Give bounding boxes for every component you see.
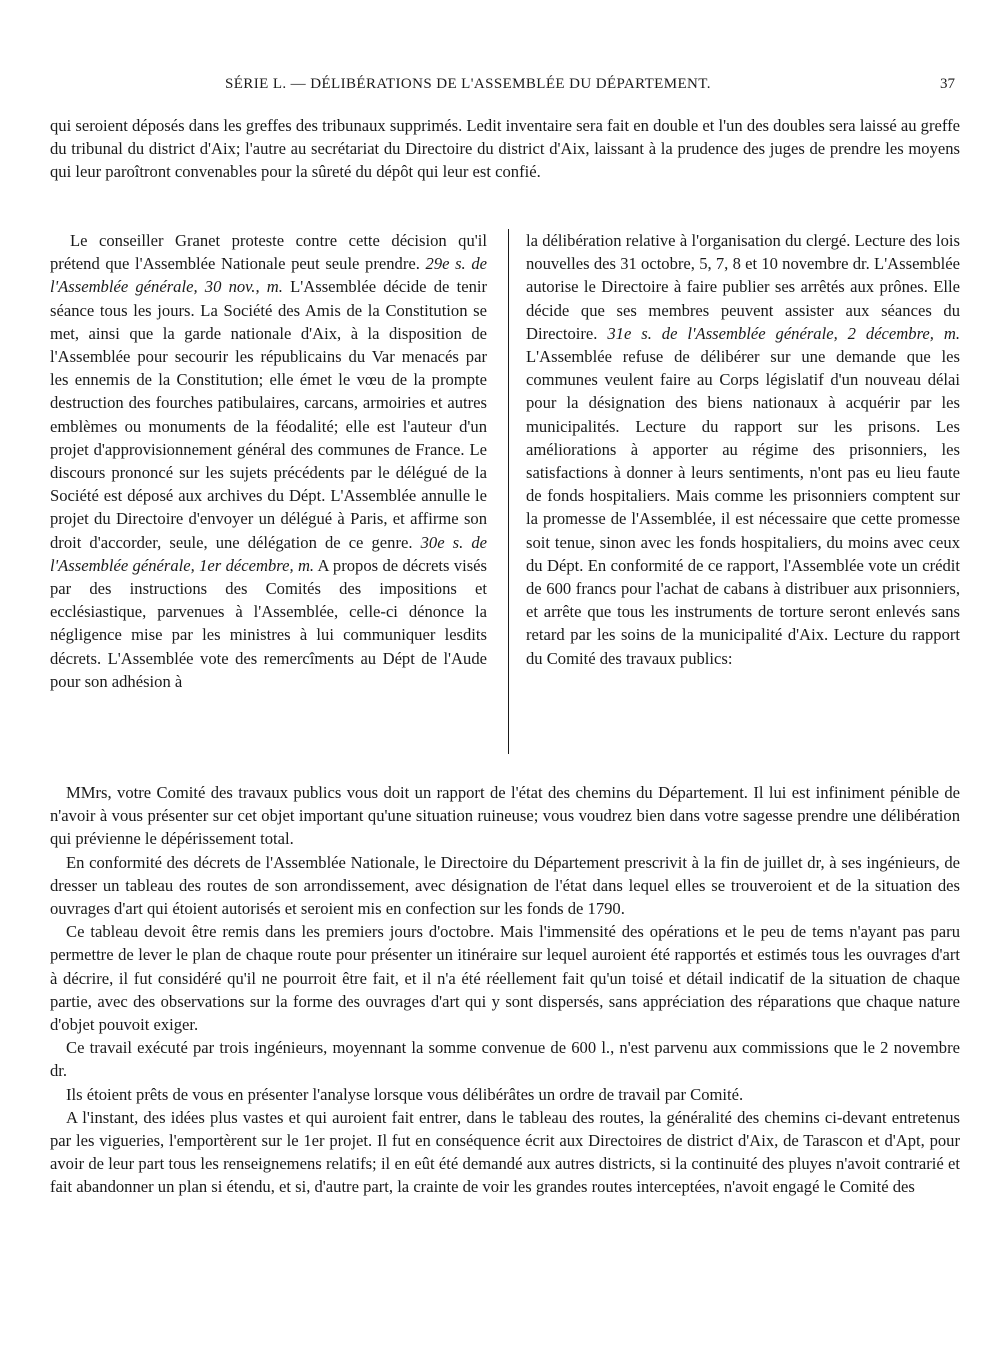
session-reference: 29e s. de l'Assemblée générale, 30 nov., m. (50, 254, 487, 297)
paragraph-text: A propos de décrets visés par des instructions des Comités des impositions et ecclésiastique, parvenues à l'Assemblée, celle-ci dénonce la négligence mise par les ministres à lui communiquer lesdits décrets. L'Assemblée vote des remercîments au Dépt de l'Aude pour son adhésion à (50, 555, 487, 691)
report-paragraph: A l'instant, des idées plus vastes et qui auroient fait entrer, dans le tableau des routes, la généralité des chemins ci-devant entretenus par les vigueries, l'emportèrent sur le 1er projet. Il fut en conséquence écrit aux Directoires de district d'Aix, de Tarascon et d'Apt, pour avoir de leur part tous les renseignemens relatifs; il en eût été demandé aux autres districts, si la continuité des pluyes n'avoit contrarié et fait abandonner un plan si étendu, et si, d'autre part, la crainte de voir les grandes routes interceptées, n'avoit engagé le Comité des (50, 1107, 960, 1197)
report-paragraph: Ce travail exécuté par trois ingénieurs, moyennant la somme convenue de 600 l., n'est parvenu aux commissions que le 2 novembre dr. (50, 1038, 960, 1081)
left-column (50, 229, 487, 693)
right-column (526, 229, 960, 670)
right-column-paragraph (526, 229, 960, 670)
session-reference: 31e s. de l'Assemblée générale, 2 décembre, m. (607, 323, 960, 343)
public-works-report (50, 781, 960, 1199)
paragraph-text: la délibération relative à l'organisation du clergé. Lecture des lois nouvelles des 31 octobre, 5, 7, 8 et 10 novembre dr. L'Assemblée autorise le Directoire à faire publier ses arrêtés aux prônes. Elle décide que ses membres peuvent assister aux séances du Directoire. (526, 231, 960, 343)
report-paragraph: Ce tableau devoit être remis dans les premiers jours d'octobre. Mais l'immensité des opérations et le peu de tems n'ayant pas paru permettre de lever le plan de chaque route pour présenter un itinéraire sur lequel auroient été rapportés et estimés tous les ouvrages d'art à décrire, il fut considéré qu'il ne pourroit être fait, et il n'a été réellement fait qu'un toisé et détail indicatif de la situation de chaque partie, avec des observations sur la forme des ouvrages d'art qui y sont dispersés, sans appréciation des réparations que chaque nature d'objet pouvoit exiger. (50, 922, 960, 1035)
continued-paragraph (50, 114, 960, 184)
report-paragraph: MMrs, votre Comité des travaux publics vous doit un rapport de l'état des chemins du Département. Il lui est infiniment pénible de n'avoir à vous présenter sur cet objet important qu'une situation ruineuse; vous voudrez bien dans votre sagesse prendre une délibération qui prévienne le dépérissement total. (50, 783, 960, 849)
left-column-paragraph (50, 229, 487, 693)
report-paragraph: En conformité des décrets de l'Assemblée Nationale, le Directoire du Département prescrivit à la fin de juillet dr, à ses ingénieurs, de dresser un tableau des routes de son arrondissement, avec désignation de l'état dans lequel elles se trouveroient et de la situation des ouvrages d'art qui étoient autorisés et seroient mis en confection sur les fonds de 1790. (50, 852, 960, 919)
session-reference: 30e s. de l'Assemblée générale, 1er décembre, m. (50, 532, 488, 575)
page-number: 37 (940, 76, 955, 92)
paragraph-text: L'Assemblée refuse de délibérer sur une demande que les communes veulent faire au Corps législatif d'un nouveau délai pour la désignation des biens nationaux à acquérir par les municipalités. Lecture du rapport sur les prisons. Les améliorations à apporter au régime des prisonniers, les satisfactions à donner à leurs sentiments, n'ont pas eu lieu faute de fonds hospitaliers. Mais comme les prisonniers comptent sur la promesse de l'Assemblée, il est nécessaire que cette promesse soit tenue, sinon avec les fonds hospitaliers, du moins avec ceux du Dépt. En conformité de ce rapport, l'Assemblée vote un crédit de 600 francs pour l'achat de cabans à distribuer aux prisonniers, et arrête que tous les instruments de torture seront enlevés sans retard par les soins de la municipalité d'Aix. Lecture du rapport du Comité des travaux publics: (526, 347, 960, 668)
running-head: SÉRIE L. — DÉLIBÉRATIONS DE L'ASSEMBLÉE DU DÉPARTEMENT. (225, 76, 711, 92)
paragraph-text: L'Assemblée décide de tenir séance tous les jours. La Société des Amis de la Constitution se met, ainsi que la garde nationale d'Aix, à la disposition de l'Assemblée pour secourir les républicains du Var menacés par les ennemis de la Constitution; elle émet le vœu de la prompte destruction des fourches patibulaires, carcans, armoiries et autres emblèmes ou monuments de la féodalité; elle est l'auteur d'un projet d'approvisionnement général des communes de France. Le discours prononcé sur les sujets précédents par le délégué de la Société est déposé aux archives du Dépt. L'Assemblée annulle le projet du Directoire d'envoyer un délégué à Paris, et affirme son droit d'accorder, seule, une délégation de ce genre. (50, 277, 488, 552)
report-paragraph: Ils étoient prêts de vous en présenter l'analyse lorsque vous délibérâtes un ordre de travail par Comité. (66, 1084, 744, 1104)
paragraph-text: qui seroient déposés dans les greffes des tribunaux supprimés. Ledit inventaire sera fait en double et l'un des doubles sera laissé au greffe du tribunal du district d'Aix; l'autre au secrétariat du Directoire du district d'Aix, laissant à la prudence des juges de prendre les moyens qui leur paroîtront convenables pour la sûreté du dépôt qui leur est confié. (50, 116, 960, 182)
column-divider (508, 229, 509, 754)
paragraph-text: Le conseiller Granet proteste contre cette décision qu'il prétend que l'Assemblée Nationale peut seule prendre. (50, 231, 487, 274)
